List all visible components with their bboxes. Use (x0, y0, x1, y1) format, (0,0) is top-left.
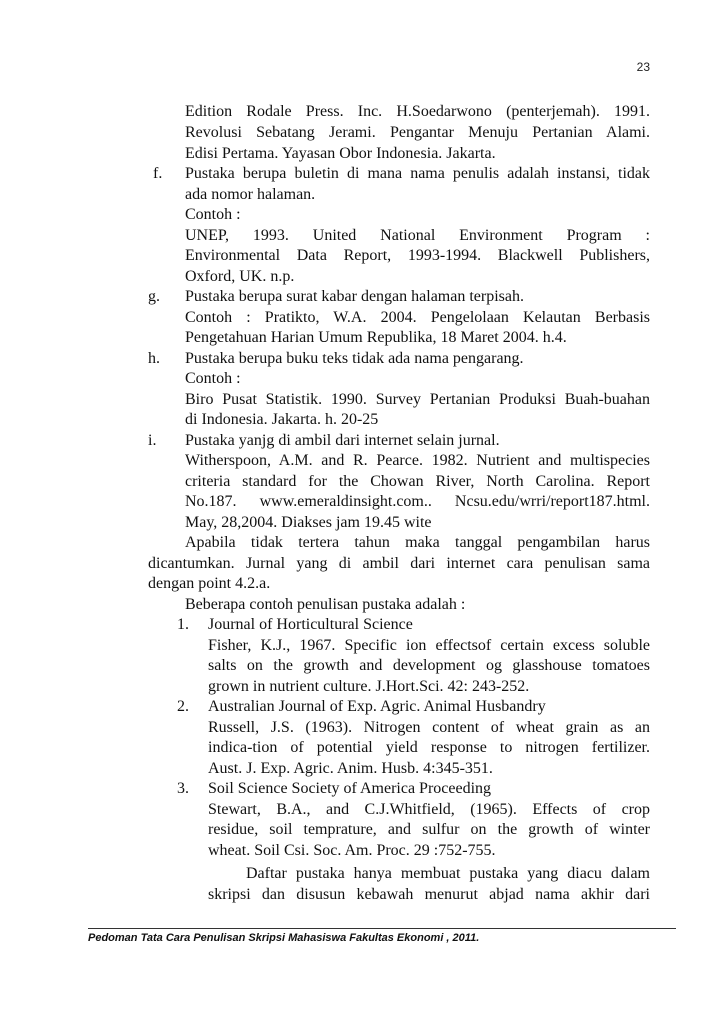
text-line: Stewart, B.A., and C.J.Whitfield, (1965). Effects of crop (208, 801, 650, 818)
list-marker: 3. (177, 780, 189, 797)
text-line: residue, soil temprature, and sulfur on the growth of winter (208, 821, 650, 838)
text-line: Australian Journal of Exp. Agric. Animal Husbandry (208, 698, 546, 715)
text-line: grown in nutrient culture. J.Hort.Sci. 42: 243-252. (208, 678, 530, 695)
text-line: Soil Science Society of America Proceeding (208, 780, 492, 797)
paragraph-line: dengan point 4.2.a. (148, 575, 271, 592)
text-line: Fisher, K.J., 1967. Specific ion effectsof certain excess soluble (208, 637, 650, 654)
text-line: salts on the growth and development og glasshouse tomatoes (208, 657, 650, 674)
list-marker: h. (148, 350, 160, 367)
text-line: Pengetahuan Harian Umum Republika, 18 Maret 2004. h.4. (185, 329, 567, 346)
paragraph-line: Apabila tidak tertera tahun maka tanggal pengambilan harus (185, 534, 650, 551)
text-line: criteria standard for the Chowan River, North Carolina. Report (185, 473, 650, 490)
list-marker: 2. (177, 698, 189, 715)
text-line: Pustaka berupa buletin di mana nama penulis adalah instansi, tidak (185, 165, 650, 182)
footer-divider (88, 928, 676, 929)
text-line: Edisi Pertama. Yayasan Obor Indonesia. Jakarta. (185, 145, 496, 162)
paragraph-line: Daftar pustaka hanya membuat pustaka yang diacu dalam (246, 865, 650, 882)
text-line: Revolusi Sebatang Jerami. Pengantar Menuju Pertanian Alami. (185, 124, 650, 141)
text-line: Contoh : Pratikto, W.A. 2004. Pengelolaan Kelautan Berbasis (185, 309, 650, 326)
text-line: Pustaka berupa surat kabar dengan halaman terpisah. (185, 288, 524, 305)
text-line: Witherspoon, A.M. and R. Pearce. 1982. Nutrient and multispecies (185, 452, 650, 469)
text-line: wheat. Soil Csi. Soc. Am. Proc. 29 :752-755. (208, 842, 496, 859)
text-line: di Indonesia. Jakarta. h. 20-25 (185, 411, 379, 428)
list-marker: i. (148, 432, 157, 449)
text-line: Biro Pusat Statistik. 1990. Survey Pertanian Produksi Buah-buahan (185, 391, 650, 408)
text-line: UNEP, 1993. United National Environment Program : (185, 227, 650, 244)
text-line: May, 28,2004. Diakses jam 19.45 wite (185, 514, 432, 531)
text-line: Pustaka yanjg di ambil dari internet selain jurnal. (185, 432, 500, 449)
list-marker: f. (153, 165, 163, 182)
text-line: Russell, J.S. (1963). Nitrogen content of wheat grain as an (208, 719, 650, 736)
paragraph-line: Beberapa contoh penulisan pustaka adalah : (185, 596, 466, 613)
text-line: ada nomor halaman. (185, 186, 316, 203)
text-line: Oxford, UK. n.p. (185, 268, 295, 285)
paragraph-line: skripsi dan disusun kebawah menurut abjad nama akhir dari (208, 886, 650, 903)
text-line: No.187. www.emeraldinsight.com.. Ncsu.edu/wrri/report187.html. (185, 493, 650, 510)
paragraph-line: dicantumkan. Jurnal yang di ambil dari internet cara penulisan sama (148, 555, 650, 572)
text-line: indica-tion of potential yield response to nitrogen fertilizer. (208, 739, 650, 756)
list-marker: g. (148, 288, 160, 305)
text-line: Pustaka berupa buku teks tidak ada nama pengarang. (185, 350, 524, 367)
text-line: Journal of Horticultural Science (208, 616, 413, 633)
text-line: Environmental Data Report, 1993-1994. Blackwell Publishers, (185, 247, 650, 264)
page-number: 23 (636, 60, 650, 74)
footer-text: Pedoman Tata Cara Penulisan Skripsi Mahasiswa Fakultas Ekonomi , 2011. (88, 932, 480, 944)
text-line: Contoh : (185, 370, 241, 387)
text-line: Aust. J. Exp. Agric. Anim. Husb. 4:345-351. (208, 760, 493, 777)
list-marker: 1. (177, 616, 189, 633)
text-line: Edition Rodale Press. Inc. H.Soedarwono (penterjemah). 1991. (185, 103, 650, 120)
text-line: Contoh : (185, 206, 241, 223)
